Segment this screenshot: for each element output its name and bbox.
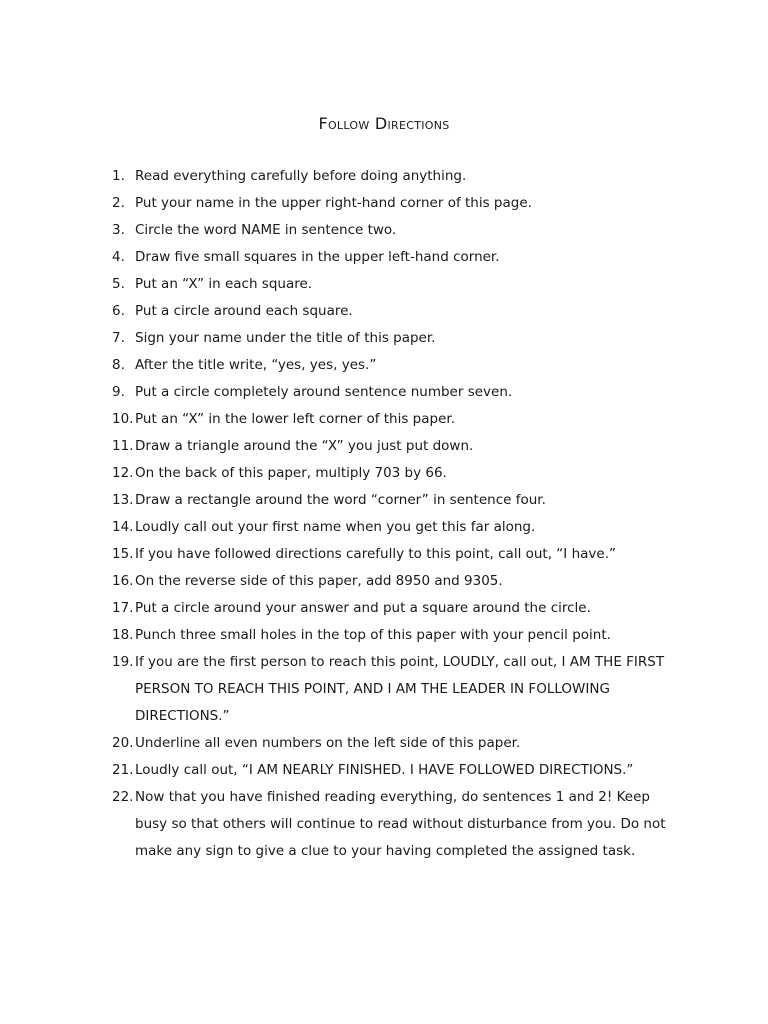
page-title: Follow Directions: [318, 114, 450, 133]
direction-item: [112, 595, 682, 622]
direction-number: 3.: [112, 222, 125, 238]
direction-number: 12.: [112, 465, 134, 481]
direction-item: [112, 622, 682, 649]
direction-number: 13.: [112, 492, 134, 508]
direction-number: 10.: [112, 411, 134, 427]
direction-item: [112, 541, 682, 568]
direction-number: 6.: [112, 303, 125, 319]
direction-item: [112, 244, 682, 271]
direction-item: [112, 406, 682, 433]
direction-text: Read everything carefully before doing anything.: [135, 168, 467, 184]
direction-text: If you have followed directions carefully to this point, call out, “I have.”: [135, 546, 616, 562]
direction-item: [112, 514, 682, 541]
direction-text: Now that you have finished reading everything, do sentences 1 and 2! Keep busy so that others will continue to read without disturbance from you. Do not make any sign to give a clue to your having completed the assigned task.: [135, 789, 666, 859]
direction-number: 20.: [112, 735, 134, 751]
direction-text: Loudly call out your first name when you get this far along.: [135, 519, 536, 535]
direction-item: [112, 379, 682, 406]
direction-text: Sign your name under the title of this paper.: [135, 330, 436, 346]
direction-text: Circle the word NAME in sentence two.: [135, 222, 397, 238]
direction-item: [112, 649, 682, 730]
direction-text: On the reverse side of this paper, add 8950 and 9305.: [135, 573, 503, 589]
direction-number: 2.: [112, 195, 125, 211]
direction-item: [112, 298, 682, 325]
direction-text: Put a circle completely around sentence number seven.: [135, 384, 513, 400]
direction-text: Put a circle around each square.: [135, 303, 353, 319]
direction-text: After the title write, “yes, yes, yes.”: [135, 357, 377, 373]
direction-item: [112, 433, 682, 460]
direction-number: 19.: [112, 654, 134, 670]
direction-number: 22.: [112, 789, 134, 805]
direction-number: 16.: [112, 573, 134, 589]
direction-number: 8.: [112, 357, 125, 373]
direction-number: 17.: [112, 600, 134, 616]
direction-number: 15.: [112, 546, 134, 562]
direction-number: 4.: [112, 249, 125, 265]
direction-number: 21.: [112, 762, 134, 778]
direction-item: [112, 163, 682, 190]
direction-text: Put an “X” in the lower left corner of this paper.: [135, 411, 455, 427]
direction-text: Draw five small squares in the upper left-hand corner.: [135, 249, 500, 265]
directions-list: [112, 163, 682, 865]
direction-item: [112, 757, 682, 784]
direction-item: [112, 784, 682, 865]
direction-number: 18.: [112, 627, 134, 643]
direction-item: [112, 460, 682, 487]
direction-text: Loudly call out, “I AM NEARLY FINISHED. I HAVE FOLLOWED DIRECTIONS.”: [135, 762, 634, 778]
direction-text: Put an “X” in each square.: [135, 276, 313, 292]
direction-text: Punch three small holes in the top of this paper with your pencil point.: [135, 627, 611, 643]
direction-number: 11.: [112, 438, 134, 454]
direction-number: 7.: [112, 330, 125, 346]
direction-item: [112, 487, 682, 514]
direction-number: 9.: [112, 384, 125, 400]
direction-text: Draw a rectangle around the word “corner” in sentence four.: [135, 492, 546, 508]
direction-item: [112, 217, 682, 244]
direction-text: If you are the first person to reach this point, LOUDLY, call out, I AM THE FIRST PERSON TO REACH THIS POINT, AND I AM THE LEADER IN FOLLOWING DIRECTIONS.”: [135, 654, 665, 724]
direction-item: [112, 190, 682, 217]
direction-item: [112, 271, 682, 298]
direction-item: [112, 730, 682, 757]
direction-item: [112, 568, 682, 595]
direction-number: 5.: [112, 276, 125, 292]
direction-text: On the back of this paper, multiply 703 by 66.: [135, 465, 447, 481]
direction-text: Put a circle around your answer and put a square around the circle.: [135, 600, 591, 616]
direction-item: [112, 352, 682, 379]
direction-item: [112, 325, 682, 352]
direction-text: Draw a triangle around the “X” you just put down.: [135, 438, 474, 454]
direction-text: Put your name in the upper right-hand corner of this page.: [135, 195, 532, 211]
direction-number: 1.: [112, 168, 125, 184]
direction-text: Underline all even numbers on the left side of this paper.: [135, 735, 521, 751]
direction-number: 14.: [112, 519, 134, 535]
